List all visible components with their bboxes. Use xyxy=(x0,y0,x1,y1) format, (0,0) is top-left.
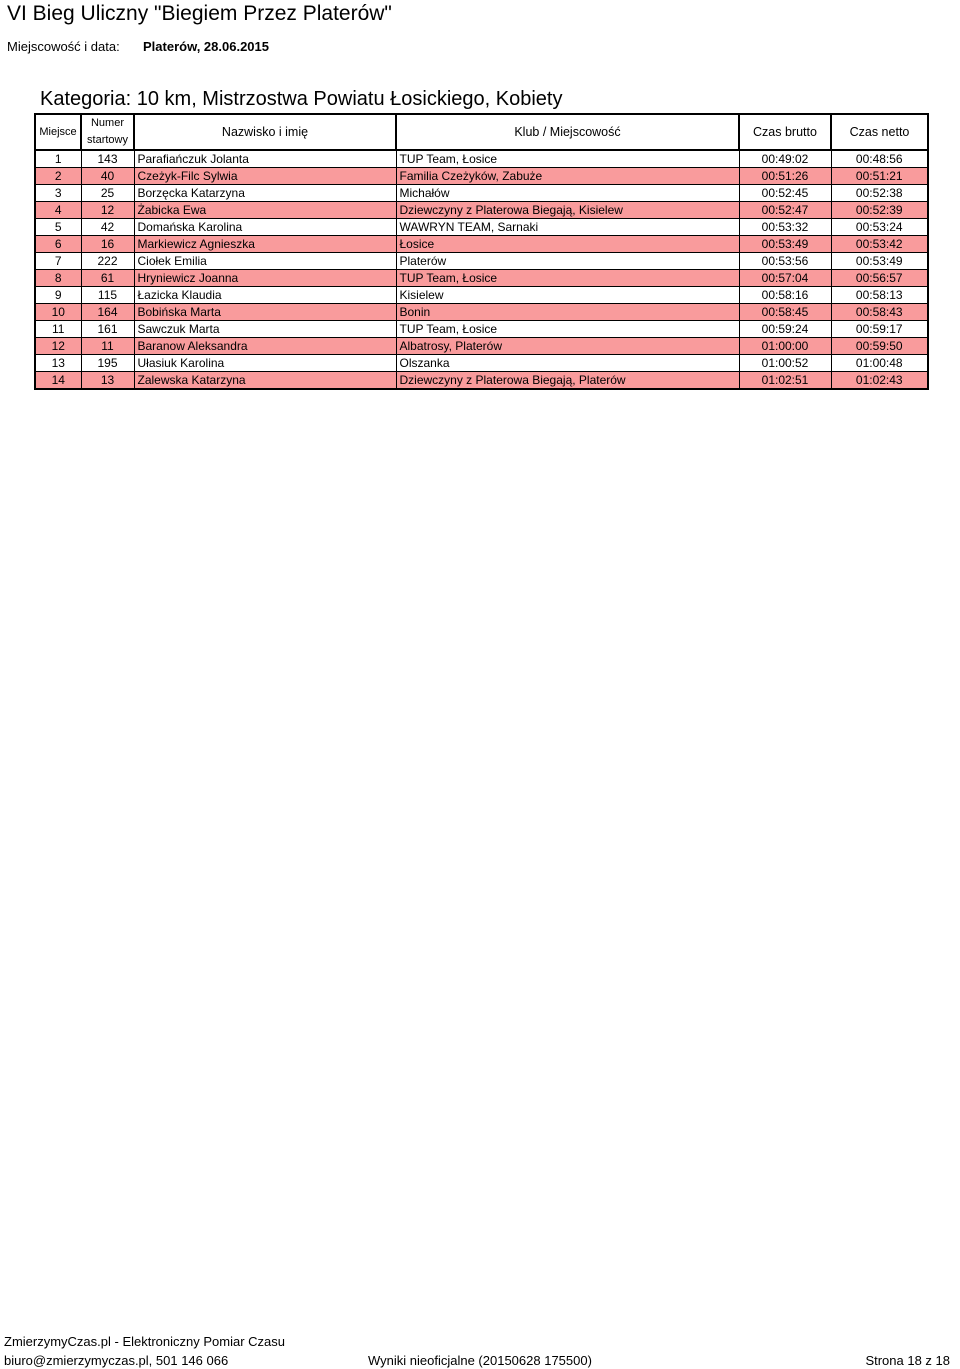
cell-place: 3 xyxy=(35,185,81,202)
cell-net-time: 00:59:17 xyxy=(831,321,928,338)
table-row xyxy=(35,236,928,253)
footer-status: Wyniki nieoficjalne (20150628 175500) xyxy=(368,1353,592,1368)
document-title: VI Bieg Uliczny "Biegiem Przez Platerów" xyxy=(7,2,392,25)
table-row xyxy=(35,202,928,219)
cell-gross-time: 00:53:56 xyxy=(739,253,831,270)
cell-club: Michałów xyxy=(396,185,739,202)
cell-start-number: 12 xyxy=(81,202,134,219)
cell-club: Łosice xyxy=(396,236,739,253)
cell-start-number: 11 xyxy=(81,338,134,355)
cell-start-number: 25 xyxy=(81,185,134,202)
column-header-net-time: Czas netto xyxy=(831,114,928,150)
footer-company: ZmierzymyCzas.pl - Elektroniczny Pomiar Czasu xyxy=(4,1334,286,1349)
cell-net-time: 00:58:43 xyxy=(831,304,928,321)
table-row xyxy=(35,168,928,185)
cell-net-time: 00:48:56 xyxy=(831,150,928,168)
cell-start-number: 143 xyxy=(81,150,134,168)
table-row xyxy=(35,355,928,372)
cell-name: Markiewicz Agnieszka xyxy=(134,236,396,253)
cell-net-time: 00:53:24 xyxy=(831,219,928,236)
cell-gross-time: 01:00:52 xyxy=(739,355,831,372)
cell-net-time: 00:51:21 xyxy=(831,168,928,185)
cell-club: Olszanka xyxy=(396,355,739,372)
cell-place: 8 xyxy=(35,270,81,287)
cell-club: Dziewczyny z Platerowa Biegają, Platerów xyxy=(396,372,739,390)
cell-club: Albatrosy, Platerów xyxy=(396,338,739,355)
cell-start-number: 222 xyxy=(81,253,134,270)
cell-start-number: 161 xyxy=(81,321,134,338)
cell-start-number: 164 xyxy=(81,304,134,321)
cell-gross-time: 00:58:45 xyxy=(739,304,831,321)
cell-name: Czeżyk-Filc Sylwia xyxy=(134,168,396,185)
table-row xyxy=(35,219,928,236)
cell-place: 7 xyxy=(35,253,81,270)
footer-contact: biuro@zmierzymyczas.pl, 501 146 066 xyxy=(4,1353,229,1368)
cell-net-time: 00:52:38 xyxy=(831,185,928,202)
cell-start-number: 40 xyxy=(81,168,134,185)
cell-gross-time: 01:02:51 xyxy=(739,372,831,390)
table-row xyxy=(35,321,928,338)
cell-club: Dziewczyny z Platerowa Biegają, Kisielew xyxy=(396,202,739,219)
cell-club: WAWRYN TEAM, Sarnaki xyxy=(396,219,739,236)
table-row xyxy=(35,253,928,270)
place-date-label: Miejscowość i data: xyxy=(7,39,120,54)
cell-place: 4 xyxy=(35,202,81,219)
cell-place: 11 xyxy=(35,321,81,338)
cell-place: 5 xyxy=(35,219,81,236)
cell-gross-time: 00:59:24 xyxy=(739,321,831,338)
cell-net-time: 00:58:13 xyxy=(831,287,928,304)
cell-name: Żabicka Ewa xyxy=(134,202,396,219)
cell-club: TUP Team, Łosice xyxy=(396,150,739,168)
table-row xyxy=(35,372,928,390)
cell-name: Hryniewicz Joanna xyxy=(134,270,396,287)
cell-net-time: 00:53:49 xyxy=(831,253,928,270)
column-header-club: Klub / Miejscowość xyxy=(396,114,739,150)
cell-name: Bobińska Marta xyxy=(134,304,396,321)
cell-start-number: 13 xyxy=(81,372,134,390)
cell-start-number: 115 xyxy=(81,287,134,304)
results-table-header xyxy=(35,114,928,150)
cell-gross-time: 00:53:32 xyxy=(739,219,831,236)
cell-net-time: 00:53:42 xyxy=(831,236,928,253)
table-row xyxy=(35,150,928,168)
cell-place: 1 xyxy=(35,150,81,168)
cell-place: 9 xyxy=(35,287,81,304)
column-header-name: Nazwisko i imię xyxy=(134,114,396,150)
cell-name: Domańska Karolina xyxy=(134,219,396,236)
cell-gross-time: 00:49:02 xyxy=(739,150,831,168)
table-row xyxy=(35,287,928,304)
cell-net-time: 00:52:39 xyxy=(831,202,928,219)
results-table-body xyxy=(35,150,928,389)
cell-place: 10 xyxy=(35,304,81,321)
results-table xyxy=(34,113,929,390)
cell-club: TUP Team, Łosice xyxy=(396,321,739,338)
column-header-gross-time: Czas brutto xyxy=(739,114,831,150)
cell-club: TUP Team, Łosice xyxy=(396,270,739,287)
footer-page-number: Strona 18 z 18 xyxy=(865,1353,950,1368)
column-header-number-line1: Numer xyxy=(90,117,124,129)
cell-net-time: 01:00:48 xyxy=(831,355,928,372)
column-header-number-line2: startowy xyxy=(87,134,128,146)
cell-net-time: 00:56:57 xyxy=(831,270,928,287)
cell-place: 6 xyxy=(35,236,81,253)
cell-club: Platerów xyxy=(396,253,739,270)
table-row xyxy=(35,270,928,287)
column-header-place: Miejsce xyxy=(35,114,81,150)
cell-gross-time: 00:52:45 xyxy=(739,185,831,202)
cell-start-number: 195 xyxy=(81,355,134,372)
cell-start-number: 61 xyxy=(81,270,134,287)
table-row xyxy=(35,304,928,321)
cell-club: Kisielew xyxy=(396,287,739,304)
cell-name: Ciołek Emilia xyxy=(134,253,396,270)
cell-name: Sawczuk Marta xyxy=(134,321,396,338)
cell-place: 12 xyxy=(35,338,81,355)
table-row xyxy=(35,338,928,355)
cell-place: 2 xyxy=(35,168,81,185)
cell-start-number: 16 xyxy=(81,236,134,253)
cell-name: Baranow Aleksandra xyxy=(134,338,396,355)
cell-name: Ułasiuk Karolina xyxy=(134,355,396,372)
cell-place: 13 xyxy=(35,355,81,372)
cell-net-time: 00:59:50 xyxy=(831,338,928,355)
cell-gross-time: 00:53:49 xyxy=(739,236,831,253)
column-header-number xyxy=(81,114,134,150)
cell-name: Zalewska Katarzyna xyxy=(134,372,396,390)
table-row xyxy=(35,185,928,202)
cell-name: Borzęcka Katarzyna xyxy=(134,185,396,202)
place-date-value: Platerów, 28.06.2015 xyxy=(143,39,269,54)
cell-club: Bonin xyxy=(396,304,739,321)
cell-name: Łazicka Klaudia xyxy=(134,287,396,304)
cell-gross-time: 01:00:00 xyxy=(739,338,831,355)
cell-net-time: 01:02:43 xyxy=(831,372,928,390)
cell-gross-time: 00:52:47 xyxy=(739,202,831,219)
category-heading: Kategoria: 10 km, Mistrzostwa Powiatu Łosickiego, Kobiety xyxy=(40,88,563,110)
cell-start-number: 42 xyxy=(81,219,134,236)
cell-gross-time: 00:57:04 xyxy=(739,270,831,287)
cell-gross-time: 00:51:26 xyxy=(739,168,831,185)
cell-name: Parafiańczuk Jolanta xyxy=(134,150,396,168)
cell-gross-time: 00:58:16 xyxy=(739,287,831,304)
cell-place: 14 xyxy=(35,372,81,390)
cell-club: Familia Czeżyków, Zabuże xyxy=(396,168,739,185)
